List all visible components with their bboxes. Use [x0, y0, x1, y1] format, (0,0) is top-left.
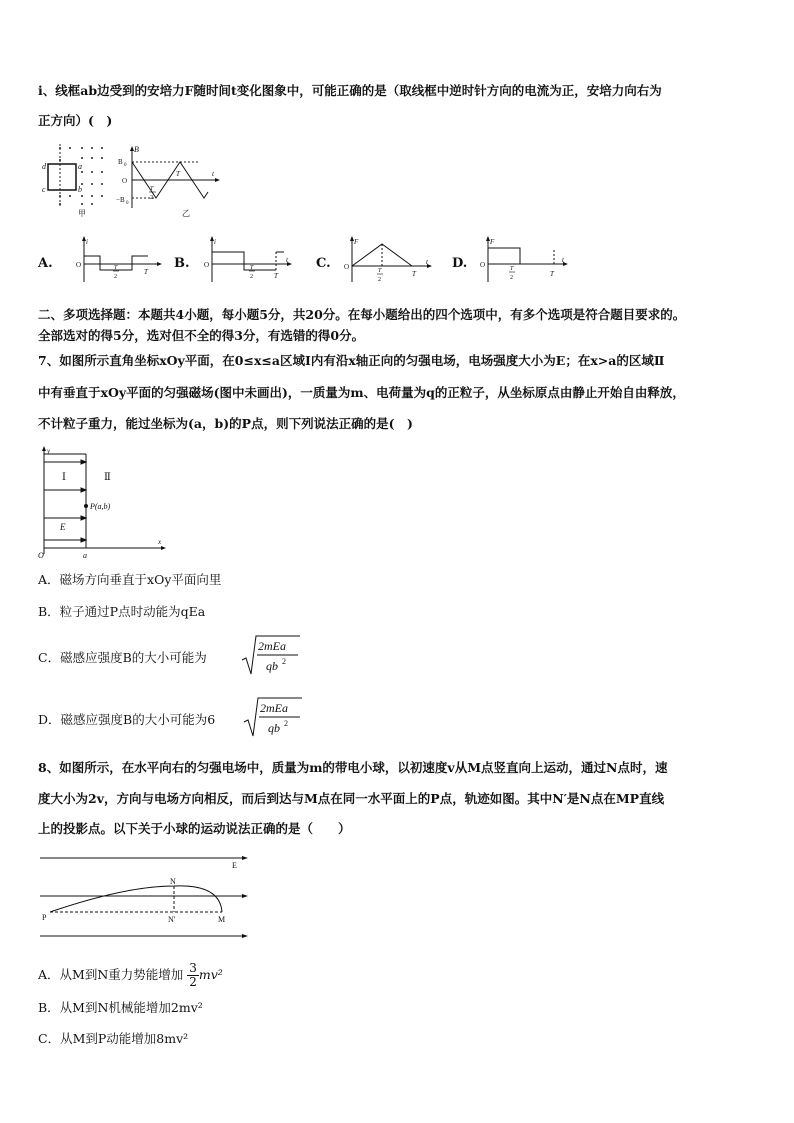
- svg-text:2mEa: 2mEa: [260, 701, 288, 715]
- svg-text:t: t: [212, 170, 214, 178]
- svg-text:T: T: [250, 265, 254, 271]
- label-jia: 甲: [78, 209, 86, 218]
- q7-stem-line3: 不计粒子重力，能过坐标为(a，b)的P点，则下列说法正确的是( ): [38, 416, 413, 431]
- point-nprime-label: N′: [168, 915, 176, 924]
- a-label: a: [83, 551, 87, 560]
- point-m-label: M: [218, 915, 226, 924]
- q7-option-a[interactable]: A．磁场方向垂直于xOy平面向里: [38, 572, 222, 587]
- q8-stem-line2: 度大小为2v，方向与电场方向相反，而后到达与M点在同一水平面上的P点，轨迹如图。其中N′是N点在MP直线: [38, 791, 665, 806]
- svg-text:2: 2: [250, 274, 253, 280]
- svg-text:B: B: [134, 145, 139, 154]
- svg-text:O: O: [122, 177, 128, 185]
- svg-text:B: B: [118, 158, 123, 166]
- svg-text:i: i: [86, 238, 88, 246]
- svg-text:T: T: [144, 268, 148, 276]
- svg-text:qb: qb: [268, 721, 280, 735]
- q7-option-b[interactable]: B．粒子通过P点时动能为qEa: [38, 604, 206, 619]
- q8-option-a-tail: mv²: [198, 967, 223, 982]
- q7-figure: [36, 444, 172, 560]
- svg-text:T: T: [274, 272, 278, 280]
- field-e-label: E: [232, 861, 237, 870]
- svg-text:T: T: [550, 270, 554, 278]
- section2-heading-line1: 二、多项选择题：本题共4小题，每小题5分，共20分。在每小题给出的四个选项中，有多个选项是符合题目要求的。: [38, 307, 686, 322]
- svg-text:T: T: [510, 266, 514, 272]
- svg-text:a: a: [78, 162, 82, 171]
- sqrt-numerator: 2mEa: [258, 639, 286, 653]
- ball-trajectory: [50, 886, 222, 912]
- svg-text:2: 2: [114, 274, 117, 280]
- point-p-label: P(a,b): [90, 502, 111, 511]
- sqrt-denominator: qb: [266, 659, 278, 673]
- q7-option-c-text: C．磁感应强度B的大小可能为: [38, 650, 207, 665]
- svg-text:F: F: [354, 238, 359, 246]
- label-yi: 乙: [182, 209, 190, 218]
- region-2-label: Ⅱ: [104, 472, 111, 483]
- q6-figure-jia-yi: [38, 142, 238, 220]
- q8-option-c[interactable]: C．从M到P动能增加8mv²: [38, 1031, 189, 1046]
- q8-option-b[interactable]: B．从M到N机械能增加2mv²: [38, 1000, 203, 1015]
- point-n-label: N: [170, 877, 176, 886]
- svg-text:T: T: [378, 268, 382, 274]
- point-p: [84, 504, 88, 508]
- svg-text:2: 2: [284, 719, 288, 728]
- q6-option-b-graph: [198, 236, 298, 286]
- svg-text:O: O: [480, 261, 486, 269]
- svg-text:T: T: [114, 265, 118, 271]
- svg-text:c: c: [42, 185, 46, 194]
- q8-option-a[interactable]: [38, 962, 223, 989]
- svg-text:t: t: [426, 258, 428, 266]
- field-label: E: [60, 522, 66, 532]
- svg-text:t: t: [562, 256, 564, 264]
- svg-text:T: T: [412, 270, 416, 278]
- q7-option-c[interactable]: [38, 650, 207, 666]
- svg-text:2: 2: [150, 195, 153, 201]
- q6-option-c-graph: [338, 236, 438, 286]
- svg-text:0: 0: [126, 201, 129, 206]
- q8-option-a-fraction: $\frac{3}{2}$: [189, 961, 197, 989]
- point-p-label: P: [42, 913, 47, 922]
- svg-text:O: O: [344, 263, 350, 271]
- section2-heading-line2: 全部选对的得5分，选对但不全的得3分，有选错的得0分。: [38, 328, 365, 343]
- q7-option-d-sqrt: [244, 696, 304, 740]
- q6-stem-line2: 正方向）( ): [38, 113, 113, 128]
- q8-stem-line3: 上的投影点。以下关于小球的运动说法正确的是（ ）: [38, 821, 351, 836]
- svg-text:F: F: [490, 238, 495, 246]
- svg-text:2: 2: [378, 277, 381, 283]
- q8-figure: [36, 848, 252, 944]
- q6-option-b[interactable]: B.: [174, 256, 190, 271]
- svg-text:T: T: [150, 186, 154, 192]
- svg-text:b: b: [78, 185, 82, 194]
- region-1-label: Ⅰ: [62, 472, 66, 483]
- sqrt-denominator-exp: 2: [282, 657, 286, 666]
- y-axis-label: y: [47, 447, 51, 455]
- q7-stem-line2: 中有垂直于xOy平面的匀强磁场(图中未画出)，一质量为m、电荷量为q的正粒子，从坐标原点由静止开始自由释放，: [38, 385, 685, 400]
- svg-text:−B: −B: [116, 196, 125, 204]
- svg-text:0: 0: [124, 163, 127, 168]
- wire-frame: [48, 164, 76, 190]
- q6-stem-line1: i、线框ab边受到的安培力F随时间t变化图象中，可能正确的是（取线框中逆时针方向的电流为正，安培力向右为: [38, 83, 662, 98]
- q7-option-d[interactable]: [38, 712, 215, 728]
- q6-option-c[interactable]: C.: [316, 256, 331, 271]
- q7-option-d-text: D．磁感应强度B的大小可能为6: [38, 712, 216, 727]
- svg-text:i: i: [214, 238, 216, 246]
- q6-option-a-graph: [70, 236, 170, 286]
- q7-stem-line1: 7、如图所示直角坐标xOy平面，在0≤x≤a区域Ⅰ内有沿x轴正向的匀强电场，电场强度大小为E；在x>a的区域Ⅱ: [38, 353, 665, 368]
- q6-option-a[interactable]: A.: [38, 256, 53, 271]
- q8-option-a-text: A．从M到N重力势能增加: [38, 967, 184, 982]
- svg-text:t: t: [286, 256, 288, 264]
- origin-label: O: [38, 551, 44, 560]
- svg-text:O: O: [76, 261, 82, 269]
- svg-text:d: d: [42, 162, 46, 171]
- svg-text:O: O: [204, 261, 210, 269]
- q6-option-d[interactable]: D.: [452, 256, 468, 271]
- q8-stem-line1: 8、如图所示，在水平向右的匀强电场中，质量为m的带电小球，以初速度v从M点竖直向上运动，通过N点时，速: [38, 760, 668, 775]
- q7-option-c-sqrt: [242, 634, 302, 678]
- q6-option-d-graph: [474, 236, 574, 286]
- svg-text:2: 2: [510, 275, 513, 281]
- x-axis-label: x: [158, 538, 162, 546]
- svg-text:T: T: [176, 170, 180, 178]
- magnetic-field-dots: [59, 147, 103, 205]
